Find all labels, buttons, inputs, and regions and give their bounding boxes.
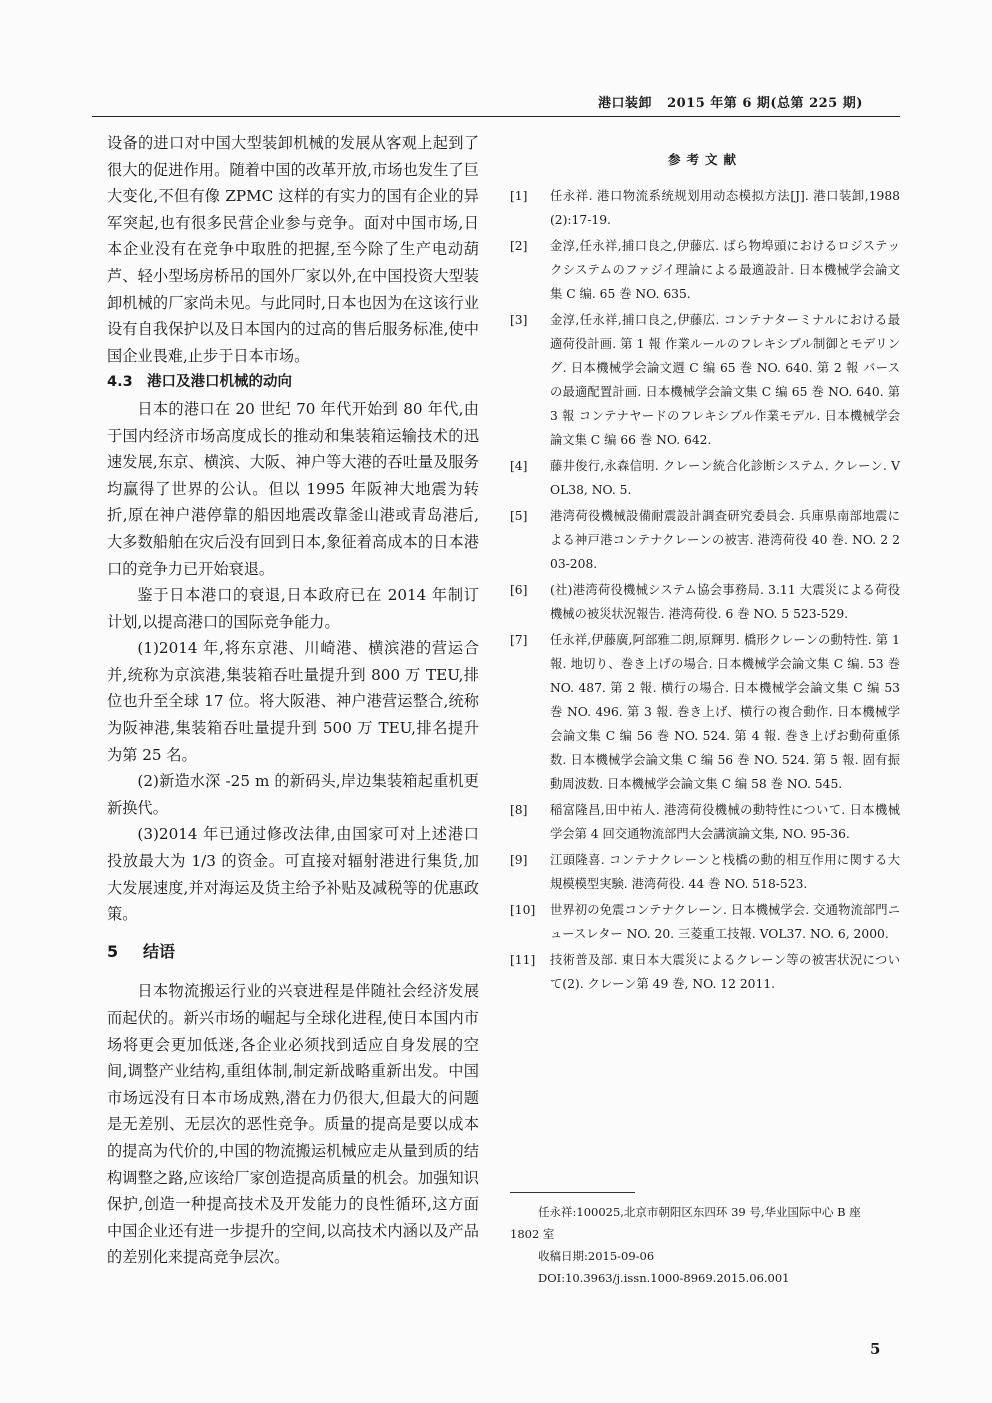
body-paragraph: 日本的港口在 20 世纪 70 年代开始到 80 年代,由于国内经济市场高度成长的推动和集装箱运输技术的迅速发展,东京、横滨、大阪、神户等大港的吞吐量及服务均赢得了世界的公认。但以 1995 年阪神大地震为转折,原在神户港停靠的船因地震改靠釜山港或青岛港后,大多数船舶在灾后没有回到日本,象征着高成本的日本港口的竞争力已开始衰退。 — [107, 399, 479, 578]
reference-number: [6] — [510, 583, 528, 597]
reference-text: 任永祥. 港口物流系统规划用动态模拟方法[J]. 港口装卸,1988(2):17-19. — [550, 189, 900, 227]
reference-text: 藤井俊行,永森信明. クレーン統合化診断システム. クレーン. VOL38, NO. 5. — [550, 459, 900, 497]
section-title: 结语 — [143, 941, 176, 961]
reference-number: [4] — [510, 459, 528, 473]
reference-item — [510, 578, 900, 626]
header-divider — [92, 116, 900, 117]
reference-text: 世界初の免震コンテナクレーン. 日本機械学会. 交通物流部門ニュースレター NO. 20. 三菱重工技報. VOL37. NO. 6, 2000. — [550, 903, 900, 941]
reference-text: 江頭隆喜. コンテナクレーンと栈橋の動的相互作用に関する大規模模型実験. 港湾荷役. 44 巻 NO. 518-523. — [550, 853, 900, 891]
reference-number: [10] — [510, 903, 536, 917]
reference-item — [510, 184, 900, 232]
section-title: 港口及港口机械的动向 — [147, 374, 292, 391]
reference-number: [1] — [510, 189, 528, 203]
reference-text: (社)港湾荷役機械システム協会事務局. 3.11 大震災による荷役機械の被災状況報告. 港湾荷役. 6 巻 NO. 5 523-529. — [550, 583, 900, 621]
issue-info: 2015 年第 6 期(总第 225 期) — [667, 96, 863, 111]
footnote-divider — [510, 1192, 635, 1193]
reference-text: 任永祥,伊藤廣,阿部雅二朗,原輝男. 橋形クレーンの動特性. 第 1 報. 地切り、巻き上げの場合. 日本機械学会論文集 C 编. 53 巻 NO. 487. 第 2 報. 横行の場合. 日本機械学会論文集 C 编 53 巻 NO. 496. 第 3 報. 巻き上げ、横行の複合動作. 日本機械学会論文集 C 编 56 巻 NO. 524. 第 4 報. 巻き上げお動荷重係数. 日本機械学会論文集 C 编 56 巻 NO. 524. 第 5 報. 固有振動周波数. 日本機械学会論文集 C 编 58 巻 NO. 545. — [550, 633, 900, 791]
running-header — [598, 92, 898, 111]
received-date: 收稿日期:2015-09-06 — [538, 1249, 655, 1263]
journal-name: 港口装卸 — [598, 96, 653, 111]
reference-item — [510, 798, 900, 846]
author-address: 任永祥:100025,北京市朝阳区东四环 39 号,华业国际中心 B 座 1802 室 — [510, 1205, 861, 1241]
page-number: 5 — [870, 1340, 881, 1358]
reference-item — [510, 898, 900, 946]
body-paragraph: (1)2014 年,将东京港、川崎港、横滨港的营运合并,统称为京滨港,集装箱吞吐量提升到 800 万 TEU,排位也升至全球 17 位。将大阪港、神户港营运整合,统称为阪神港,集装箱吞吐量提升到 500 万 TEU,排名提升为第 25 名。 — [107, 639, 479, 764]
reference-item — [510, 504, 900, 576]
body-paragraph: (3)2014 年已通过修改法律,由国家可对上述港口投放最大为 1/3 的资金。可直接对辐射港进行集货,加大发展速度,并对海运及货主给予补贴及减税等的优惠政策。 — [107, 825, 479, 924]
section-number: 5 — [107, 941, 119, 961]
body-paragraph: 鉴于日本港口的衰退,日本政府已在 2014 年制订计划,以提高港口的国际竞争能力。 — [107, 586, 479, 631]
reference-text: 稲富隆昌,田中祐人. 港湾荷役機械の動特性について. 日本機械学会第 4 回交通物流部門大会講演論文集, NO. 95-36. — [550, 803, 900, 841]
reference-text: 技術普及部. 東日本大震災によるクレーン等の被害状況について(2). クレーン第 49 巻, NO. 12 2011. — [550, 953, 900, 991]
reference-list — [510, 184, 900, 996]
reference-item — [510, 454, 900, 502]
reference-item — [510, 628, 900, 796]
doi: DOI:10.3963/j.issn.1000-8969.2015.06.001 — [538, 1271, 790, 1285]
reference-text: 金淳,任永祥,捕口良之,伊藤広. ばら物埠頭におけるロジステックシステムのファジイ理論による最適設計. 日本機械学会論文集 C 编. 65 巻 NO. 635. — [550, 239, 900, 301]
footnote — [510, 1201, 890, 1289]
reference-text: 港湾荷役機械設備耐震設計調查研究委員会. 兵庫県南部地震による神戸港コンテナクレーンの被害. 港湾荷役 40 巻. NO. 2 203-208. — [550, 509, 900, 571]
reference-number: [7] — [510, 633, 528, 647]
section-heading-5 — [107, 939, 479, 966]
references-title: 参考文献 — [667, 152, 742, 167]
body-paragraph: 日本物流搬运行业的兴衰进程是伴随社会经济发展而起伏的。新兴市场的崛起与全球化进程,使日本国内市场将更会更加低迷,各企业必须找到适应自身发展的空间,调整产业结构,重组体制,制定新战略重新出发。中国市场远没有日本市场成熟,潜在力仍很大,但最大的问题是无差别、无层次的恶性竞争。质量的提高是要以成本的提高为代价的,中国的物流搬运机械应走从量到质的结构调整之路,应该给厂家创造提高质量的机会。加强知识保护,创造一种提高技术及开发能力的良性循环,这方面中国企业还有进一步提升的空间,以高技术内涵以及产品的差别化来提高竞争层次。 — [107, 982, 479, 1267]
reference-number: [2] — [510, 239, 528, 253]
reference-number: [9] — [510, 853, 528, 867]
reference-number: [8] — [510, 803, 528, 817]
body-paragraph: (2)新造水深 -25 m 的新码头,岸边集装箱起重机更新换代。 — [107, 772, 479, 817]
reference-number: [11] — [510, 953, 536, 967]
reference-number: [3] — [510, 313, 528, 327]
section-number: 4.3 — [107, 374, 133, 391]
references-column — [510, 148, 900, 998]
reference-item — [510, 848, 900, 896]
reference-number: [5] — [510, 509, 528, 523]
left-column — [107, 130, 479, 1271]
reference-item — [510, 308, 900, 452]
reference-item — [510, 234, 900, 306]
reference-text: 金淳,任永祥,捕口良之,伊藤広. コンテナターミナルにおける最適荷役計画. 第 1 報 作業ルールのフレキシブル制御とモデリング. 日本機械学会論文週 C 编 65 巻 NO. 640. 第 2 報 バースの最適配置計画. 日本機械学会論文集 C 编 65 巻 NO. 640. 第 3 報 コンテナヤードのフレキシブル作業モデル. 日本機械学会論文集 C 编 66 巻 NO. 642. — [550, 313, 900, 447]
reference-item — [510, 948, 900, 996]
body-paragraph: 设备的进口对中国大型装卸机械的发展从客观上起到了很大的促进作用。随着中国的改革开放,市场也发生了巨大变化,不但有像 ZPMC 这样的有实力的国有企业的异军突起,也有很多民营企业参与竞争。面对中国市场,日本企业没有在竞争中取胜的把握,至今除了生产电动葫芦、轻小型场房桥吊的国外厂家以外,在中国投资大型装卸机械的厂家尚未见。与此同时,日本也因为在这该行业设有自我保护以及日本国内的过高的售后服务标准,使中国企业畏难,止步于日本市场。 — [107, 134, 479, 365]
section-heading-4-3 — [107, 369, 479, 396]
